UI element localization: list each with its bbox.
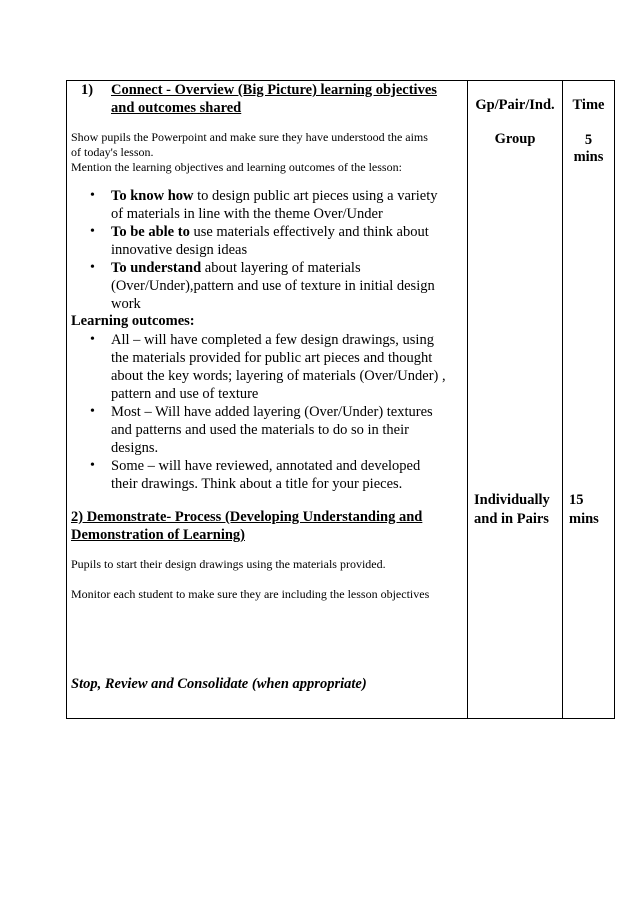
section2-heading-line2: Demonstration of Learning) [71,527,245,543]
section1-number: 1) [81,82,94,98]
activity-column [67,81,468,719]
objective-item: To be able to use materials effectively and think about [111,224,429,240]
outcome-item: Most – Will have added layering (Over/Under) textures [111,404,433,420]
outcome-item-line4: pattern and use of texture [111,386,259,402]
outcome-item: Some – will have reviewed, annotated and developed [111,458,421,474]
time-row2-value: 15 [569,492,584,508]
section1-heading-line2: and outcomes shared [111,100,242,116]
closing-heading: Stop, Review and Consolidate (when appropriate) [71,676,367,692]
time-column [563,81,615,719]
objective-item: To understand about layering of materials [111,260,361,276]
time-row1-unit: mins [573,149,604,165]
time-row2-unit: mins [569,511,599,527]
outcome-item: All – will have completed a few design drawings, using [111,332,434,348]
bullet-icon: • [90,224,95,239]
outcome-item-line2: and patterns and used the materials to do so in their [111,422,409,438]
objective-item-line2: innovative design ideas [111,242,248,258]
bullet-icon: • [90,188,95,203]
time-header: Time [572,97,605,113]
objective-item-line2: of materials in line with the theme Over/Under [111,206,383,222]
outcomes-heading: Learning outcomes: [71,313,195,329]
grouping-column [468,81,563,719]
section1-instruction-line1: Show pupils the Powerpoint and make sure they have understood the aims [71,130,428,144]
outcome-item-line2: their drawings. Think about a title for your pieces. [111,476,403,492]
objective-item: To know how to design public art pieces using a variety [111,188,438,204]
section2-heading-line1: 2) Demonstrate- Process (Developing Understanding and [71,509,423,525]
section1-heading-line1: Connect - Overview (Big Picture) learning objectives [111,82,437,98]
outcome-item-line3: designs. [111,440,159,456]
section2-instruction1: Pupils to start their design drawings using the materials provided. [71,557,386,571]
objective-item-line2: (Over/Under),pattern and use of texture in initial design [111,278,435,294]
bullet-icon: • [90,260,95,275]
outcome-item-line2: the materials provided for public art pieces and thought [111,350,433,366]
section2-instruction2: Monitor each student to make sure they are including the lesson objectives [71,587,430,601]
grouping-row2-line2: and in Pairs [474,511,549,527]
time-row1-value: 5 [584,132,593,148]
bullet-icon: • [90,458,95,473]
lesson-plan-table [66,80,615,719]
grouping-row2-line1: Individually [474,492,550,508]
outcome-item-line3: about the key words; layering of materials (Over/Under) , [111,368,446,384]
bullet-icon: • [90,332,95,347]
grouping-header: Gp/Pair/Ind. [475,97,555,113]
section1-instruction-line3: Mention the learning objectives and learning outcomes of the lesson: [71,160,402,174]
bullet-icon: • [90,404,95,419]
grouping-row1: Group [494,131,536,147]
section1-instruction-line2: of today's lesson. [71,145,154,159]
objective-item-line3: work [111,296,141,312]
